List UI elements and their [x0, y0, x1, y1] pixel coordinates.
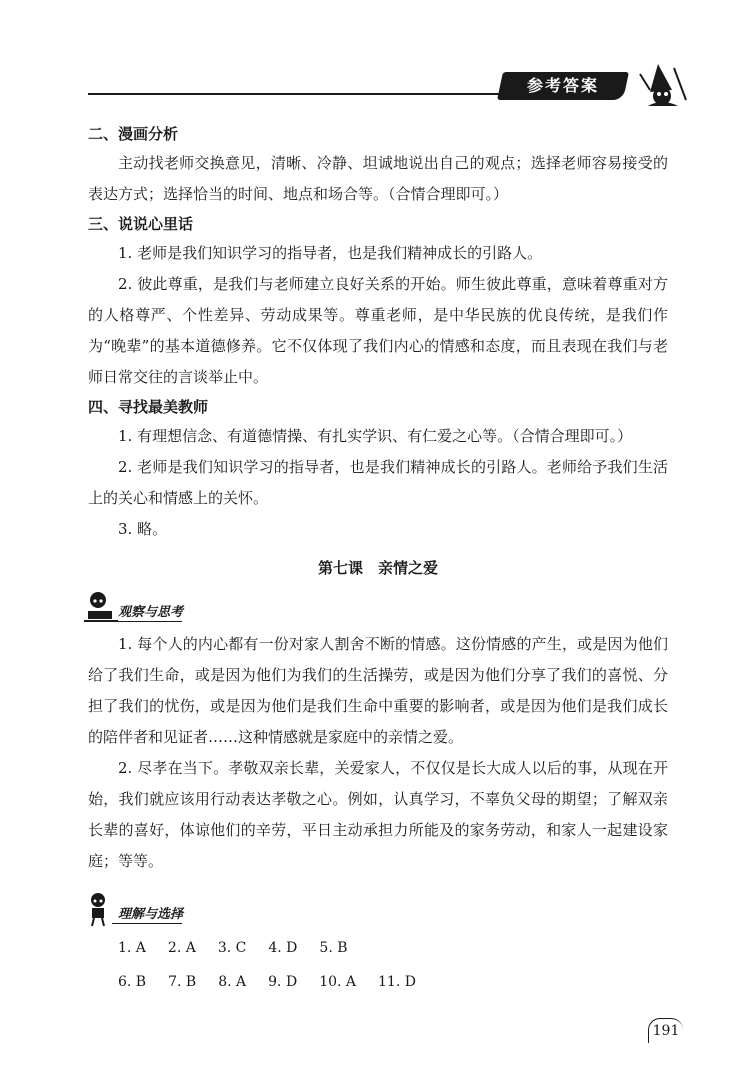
answer-row-2 [118, 965, 668, 999]
observe-badge [82, 589, 668, 625]
answer-item: 11. D [378, 974, 416, 990]
answer-item: 4. D [268, 940, 298, 956]
paragraph: 1. 有理想信念、有道德情操、有扎实学识、有仁爱之心等。（合情合理即可。） [118, 427, 633, 445]
answer-row-1 [118, 931, 668, 965]
header-tab [497, 72, 629, 100]
answer-item: 10. A [319, 974, 357, 990]
paragraph: 1. 老师是我们知识学习的指导者，也是我们精神成长的引路人。 [118, 244, 543, 262]
lesson-title: 第七课 亲情之爱 [317, 559, 438, 577]
answer-item: 3. C [217, 940, 247, 956]
answer-item: 1. A [118, 940, 146, 956]
paragraph: 2. 彼此尊重，是我们与老师建立良好关系的开始。师生彼此尊重，意味着尊重对方的人格尊严、个性差异、劳动成果等。尊重老师，是中华民族的优良传统，是我们作为“晚辈”的基本道德修养。它不仅体现了我们内心的情感和态度，而且表现在我们与老师日常交往的言谈举止中。 [88, 275, 668, 386]
answer-item: 7. B [168, 974, 197, 990]
choose-label: 理解与选择 [118, 907, 184, 922]
header-tab-text: 参考答案 [526, 76, 599, 95]
paragraph: 2. 老师是我们知识学习的指导者，也是我们精神成长的引路人。老师给予我们生活上的关心和情感上的关怀。 [88, 458, 668, 507]
paragraph: 2. 尽孝在当下。孝敬双亲长辈，关爱家人，不仅仅是长大成人以后的事，从现在开始，我们就应该用行动表达孝敬之心。例如，认真学习，不辜负父母的期望；了解双亲长辈的喜好，体谅他们的辛劳，平日主动承担力所能及的家务劳动，和家人一起建设家庭；等等。 [88, 759, 668, 870]
student-writing-icon [82, 589, 122, 625]
answer-item: 2. A [167, 940, 196, 956]
student-standing-icon [82, 891, 122, 927]
answer-item: 6. B [118, 974, 147, 990]
answer-item: 5. B [319, 940, 348, 956]
wizard-mascot-icon [636, 60, 696, 110]
badge-underline [112, 621, 182, 622]
section-comic-analysis [88, 120, 668, 210]
paragraph: 3. 略。 [118, 520, 168, 538]
page-header [0, 60, 750, 115]
paragraph: 主动找老师交换意见，清晰、冷静、坦诚地说出自己的观点；选择老师容易接受的表达方式；选择恰当的时间、地点和场合等。（合情合理即可。） [88, 154, 668, 203]
header-rule [88, 93, 508, 95]
section-heart-talk [88, 210, 668, 393]
choose-badge [82, 891, 668, 927]
observe-label: 观察与思考 [118, 605, 184, 620]
page-number: 191 [648, 1018, 683, 1043]
section-title: 三、说说心里话 [88, 215, 194, 233]
answer-item: 8. A [218, 974, 247, 990]
paragraph: 1. 每个人的内心都有一份对家人割舍不断的情感。这份情感的产生，或是因为他们给了我们生命，或是因为他们为我们的生活操劳，或是因为他们分享了我们的喜悦、分担了我们的忧伤，或是因为他们是我们生命中重要的影响者，或是因为他们是我们成长的陪伴者和见证者……这种情感就是家庭中的亲情之爱。 [88, 635, 668, 746]
answer-item: 9. D [268, 974, 298, 990]
section-best-teacher [88, 393, 668, 545]
answer-content [88, 120, 668, 999]
section-title: 二、漫画分析 [88, 125, 179, 143]
badge-underline [112, 923, 182, 924]
section-title: 四、寻找最美教师 [88, 398, 209, 416]
